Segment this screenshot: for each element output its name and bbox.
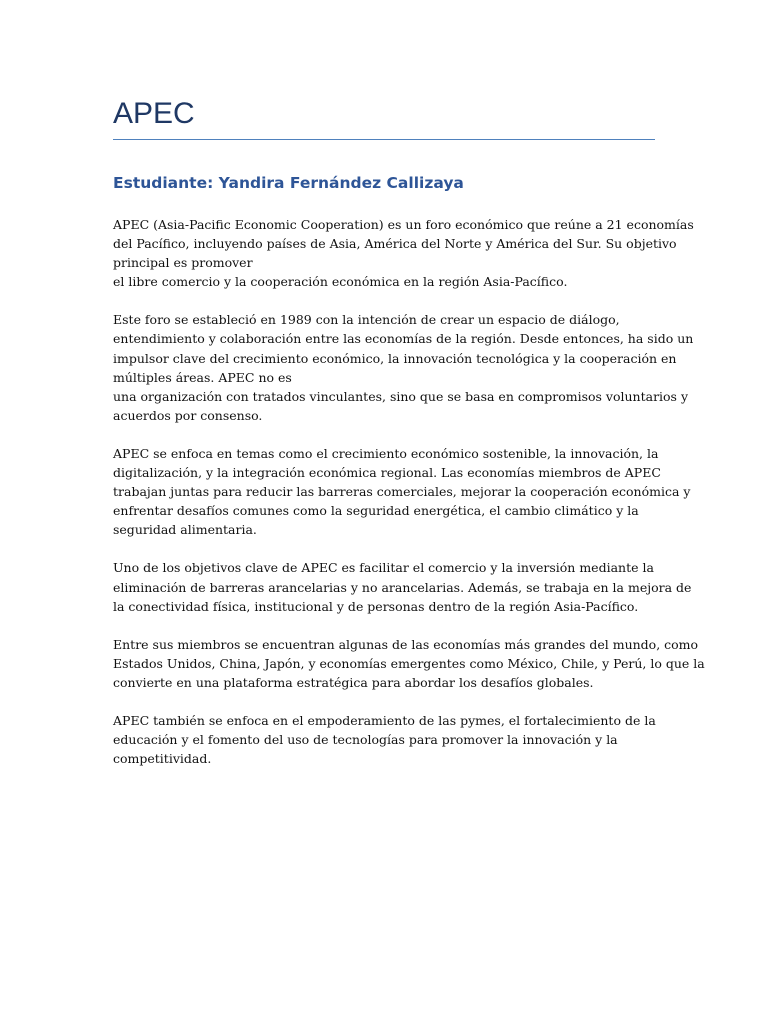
text-line: enfrentar desafíos comunes como la seguridad energética, el cambio climático y la bbox=[113, 503, 639, 519]
student-subtitle: Estudiante: Yandira Fernández Callizaya bbox=[113, 174, 464, 192]
title-underline-divider bbox=[113, 139, 655, 140]
text-line: múltiples áreas. APEC no es bbox=[113, 369, 292, 385]
text-line: principal es promover bbox=[113, 255, 253, 271]
text-line: APEC se enfoca en temas como el crecimiento económico sostenible, la innovación, la bbox=[113, 445, 659, 461]
text-line: impulsor clave del crecimiento económico, la innovación tecnológica y la cooperación en bbox=[113, 350, 677, 366]
text-line: Estados Unidos, China, Japón, y economías emergentes como México, Chile, y Perú, lo que la bbox=[113, 655, 705, 671]
text-line: eliminación de barreras arancelarias y no arancelarias. Además, se trabaja en la mejora de bbox=[113, 579, 692, 595]
text-line: la conectividad física, institucional y de personas dentro de la región Asia-Pacífico. bbox=[113, 598, 639, 614]
text-line: APEC también se enfoca en el empoderamiento de las pymes, el fortalecimiento de la bbox=[113, 712, 656, 728]
text-line: acuerdos por consenso. bbox=[113, 407, 263, 423]
paragraph-6 bbox=[113, 711, 658, 768]
paragraph-5 bbox=[113, 635, 705, 692]
text-line: digitalización, y la integración económica regional. Las economías miembros de APEC bbox=[113, 465, 661, 481]
text-line: convierte en una plataforma estratégica para abordar los desafíos globales. bbox=[113, 674, 594, 690]
text-line: competitividad. bbox=[113, 751, 212, 767]
text-line: del Pacífico, incluyendo países de Asia, América del Norte y América del Sur. Su objetivo bbox=[113, 236, 677, 252]
text-line: educación y el fomento del uso de tecnologías para promover la innovación y la bbox=[113, 732, 618, 748]
document-body bbox=[113, 215, 705, 787]
text-line: trabajan juntas para reducir las barreras comerciales, mejorar la cooperación económica y bbox=[113, 484, 691, 500]
paragraph-4 bbox=[113, 558, 692, 615]
text-line: APEC (Asia-Pacific Economic Cooperation) es un foro económico que reúne a 21 economías bbox=[113, 217, 694, 232]
text-line: seguridad alimentaria. bbox=[113, 522, 257, 538]
paragraph-2 bbox=[113, 310, 694, 425]
text-line: Este foro se estableció en 1989 con la intención de crear un espacio de diálogo, bbox=[113, 312, 620, 328]
text-line: una organización con tratados vinculantes, sino que se basa en compromisos voluntarios y bbox=[113, 388, 689, 404]
document-title: APEC bbox=[113, 97, 195, 130]
paragraph-3 bbox=[113, 444, 691, 539]
text-line: entendimiento y colaboración entre las economías de la región. Desde entonces, ha sido un bbox=[113, 331, 694, 347]
paragraph-1 bbox=[113, 215, 694, 291]
text-line: el libre comercio y la cooperación económica en la región Asia-Pacífico. bbox=[113, 274, 568, 290]
text-line: Uno de los objetivos clave de APEC es facilitar el comercio y la inversión mediante la bbox=[113, 560, 654, 576]
text-line: Entre sus miembros se encuentran algunas de las economías más grandes del mundo, como bbox=[113, 636, 699, 652]
